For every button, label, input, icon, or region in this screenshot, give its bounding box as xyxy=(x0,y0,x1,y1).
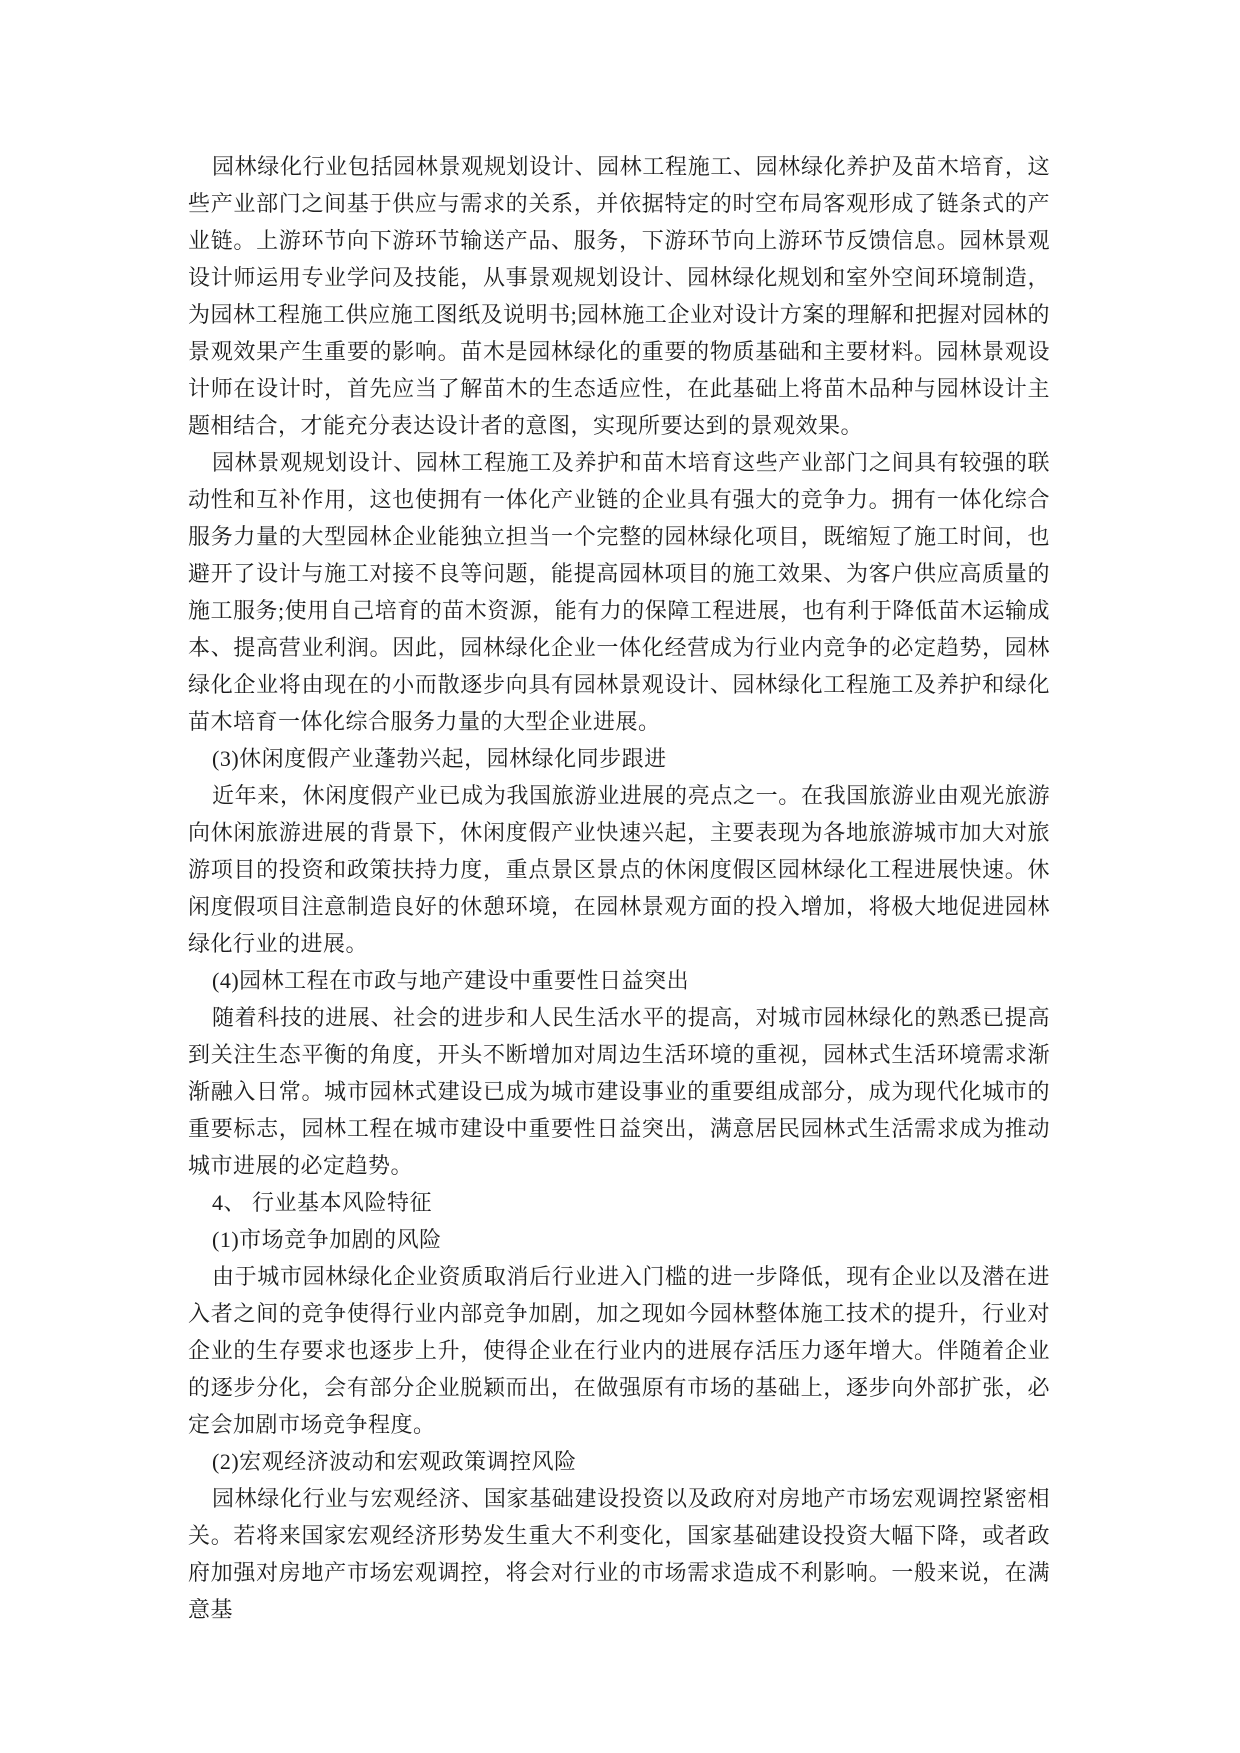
paragraph: 近年来，休闲度假产业已成为我国旅游业进展的亮点之一。在我国旅游业由观光旅游向休闲旅游进展的背景下，休闲度假产业快速兴起，主要表现为各地旅游城市加大对旅游项目的投资和政策扶持力度，重点景区景点的休闲度假区园林绿化工程进展快速。休闲度假项目注意制造良好的休憩环境，在园林景观方面的投入增加，将极大地促进园林绿化行业的进展。 xyxy=(188,783,1050,956)
section-heading: (2)宏观经济波动和宏观政策调控风险 xyxy=(212,1449,577,1474)
section-heading: (1)市场竞争加剧的风险 xyxy=(212,1227,442,1252)
paragraph: 由于城市园林绿化企业资质取消后行业进入门槛的进一步降低，现有企业以及潜在进入者之间的竞争使得行业内部竞争加剧，加之现如今园林整体施工技术的提升，行业对企业的生存要求也逐步上升，使得企业在行业内的进展存活压力逐年增大。伴随着企业的逐步分化，会有部分企业脱颖而出，在做强原有市场的基础上，逐步向外部扩张，必定会加剧市场竞争程度。 xyxy=(188,1264,1050,1437)
section-heading: (3)休闲度假产业蓬勃兴起，园林绿化同步跟进 xyxy=(212,746,667,771)
section-heading: 4、 行业基本风险特征 xyxy=(212,1190,433,1215)
document-body xyxy=(188,148,1050,1628)
paragraph: 园林绿化行业与宏观经济、国家基础建设投资以及政府对房地产市场宏观调控紧密相关。若将来国家宏观经济形势发生重大不利变化，国家基础建设投资大幅下降，或者政府加强对房地产市场宏观调控，将会对行业的市场需求造成不利影响。一般来说，在满意基 xyxy=(188,1486,1050,1622)
paragraph: 随着科技的进展、社会的进步和人民生活水平的提高，对城市园林绿化的熟悉已提高到关注生态平衡的角度，开头不断增加对周边生活环境的重视，园林式生活环境需求渐渐融入日常。城市园林式建设已成为城市建设事业的重要组成部分，成为现代化城市的重要标志，园林工程在城市建设中重要性日益突出，满意居民园林式生活需求成为推动城市进展的必定趋势。 xyxy=(188,1005,1050,1178)
section-heading: (4)园林工程在市政与地产建设中重要性日益突出 xyxy=(212,968,690,993)
paragraph: 园林景观规划设计、园林工程施工及养护和苗木培育这些产业部门之间具有较强的联动性和互补作用，这也使拥有一体化产业链的企业具有强大的竞争力。拥有一体化综合服务力量的大型园林企业能独立担当一个完整的园林绿化项目，既缩短了施工时间，也避开了设计与施工对接不良等问题，能提高园林项目的施工效果、为客户供应高质量的施工服务;使用自己培育的苗木资源，能有力的保障工程进展，也有利于降低苗木运输成本、提高营业利润。因此，园林绿化企业一体化经营成为行业内竞争的必定趋势，园林绿化企业将由现在的小而散逐步向具有园林景观设计、园林绿化工程施工及养护和绿化苗木培育一体化综合服务力量的大型企业进展。 xyxy=(188,450,1050,734)
paragraph: 园林绿化行业包括园林景观规划设计、园林工程施工、园林绿化养护及苗木培育，这些产业部门之间基于供应与需求的关系，并依据特定的时空布局客观形成了链条式的产业链。上游环节向下游环节输送产品、服务，下游环节向上游环节反馈信息。园林景观设计师运用专业学问及技能，从事景观规划设计、园林绿化规划和室外空间环境制造，为园林工程施工供应施工图纸及说明书;园林施工企业对设计方案的理解和把握对园林的景观效果产生重要的影响。苗木是园林绿化的重要的物质基础和主要材料。园林景观设计师在设计时，首先应当了解苗木的生态适应性，在此基础上将苗木品种与园林设计主题相结合，才能充分表达设计者的意图，实现所要达到的景观效果。 xyxy=(188,154,1050,438)
